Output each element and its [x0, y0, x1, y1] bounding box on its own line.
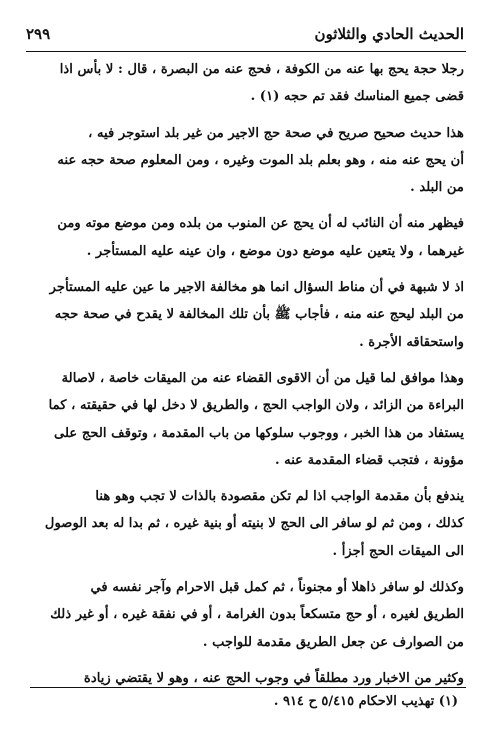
text-line: البراءة من الزائد ، ولان الواجب الحج ، والطريق لا دخل لها في حقيقته ، كما: [48, 398, 464, 414]
text-line: وكثير من الاخبار ورد مطلقاً في وجوب الحج عنه ، وهو لا يقتضي زيادة: [83, 670, 464, 686]
text-line: كذلك ، ومن ثم لو سافر الى الحج لا بنيته أو بنية غيره ، ثم بدا له بعد الوصول: [44, 516, 464, 532]
paragraph-gap: [28, 265, 464, 274]
text-line: هذا حديث صحيح صريح في صحة حج الاجير من غير بلد استوجر فيه ،: [88, 125, 464, 141]
paragraph-gap: [28, 201, 464, 210]
paragraph: [28, 665, 464, 692]
text-line: مؤونة ، فتجب قضاء المقدمة عنه .: [274, 452, 464, 468]
text-line: الى الميقات الحج أجزأ .: [332, 543, 464, 559]
footnote-rule: [30, 687, 466, 688]
paragraph-gap: [28, 474, 464, 483]
page-header: [26, 20, 464, 48]
text-line: الطريق لغيره ، أو حج متسكعاً بدون الغرامة ، أو في نفقة غيره ، أو غير ذلك: [50, 607, 464, 623]
body-text: [28, 56, 464, 692]
text-line: غيرهما ، ولا يتعين عليه موضع دون موضع ، وان عينه عليه المستأجر .: [86, 243, 464, 259]
text-line: وهذا موافق لما قيل من أن الاقوى القضاء عنه من الميقات خاصة ، لاصالة: [61, 370, 464, 386]
paragraph: [28, 574, 464, 656]
text-line: فيظهر منه أن النائب له أن يحج عن المنوب من بلده ومن موضع موته ومن: [57, 216, 464, 232]
paragraph: [28, 56, 464, 111]
footnote: (١) تهذيب الاحكام ٥/٤١٥ ح ٩١٤ .: [273, 694, 458, 709]
paragraph: [28, 365, 464, 474]
text-line: أن يحج عنه منه ، وهو بعلم بلد الموت وغيره ، ومن المعلوم صحة حجه عنه: [57, 152, 464, 168]
text-line: من البلد ليحج عنه منه ، فأجاب ﷺ بأن تلك المخالفة لا يقدح في صحة حجه: [54, 307, 464, 323]
paragraph-gap: [28, 565, 464, 574]
paragraph: [28, 274, 464, 356]
text-line: يستفاد من هذا الخبر ، ووجوب سلوكها من باب المقدمة ، وتوقف الحج على: [54, 425, 464, 441]
paragraph-gap: [28, 656, 464, 665]
page-number: ٢٩٩: [26, 25, 51, 43]
text-line: من البلد .: [410, 180, 464, 196]
running-title: الحديث الحادي والثلاثون: [314, 25, 464, 43]
header-rule: [26, 51, 466, 52]
paragraph-gap: [28, 356, 464, 365]
paragraph: [28, 120, 464, 202]
paragraph: [28, 210, 464, 265]
text-line: يندفع بأن مقدمة الواجب اذا لم تكن مقصودة بالذات لا تجب وهو هنا: [95, 489, 464, 505]
paragraph-gap: [28, 111, 464, 120]
paragraph: [28, 483, 464, 565]
text-line: رجلا حجة يحج بها عنه من الكوفة ، فحج عنه من البصرة ، قال : لا بأس اذا: [59, 62, 464, 77]
text-line: قضى جميع المناسك فقد تم حجه (١) .: [250, 89, 464, 105]
text-line: من الصوارف عن جعل الطريق مقدمة للواجب .: [202, 634, 464, 650]
text-line: وكذلك لو سافر ذاهلا أو مجنوناً ، ثم كمل قبل الاحرام وآجر نفسه في: [90, 580, 464, 596]
text-line: واستحقاقه الأجرة .: [359, 334, 464, 350]
text-line: اذ لا شبهة في أن مناط السؤال انما هو مخالفة الاجير ما عين عليه المستأجر: [49, 280, 464, 296]
